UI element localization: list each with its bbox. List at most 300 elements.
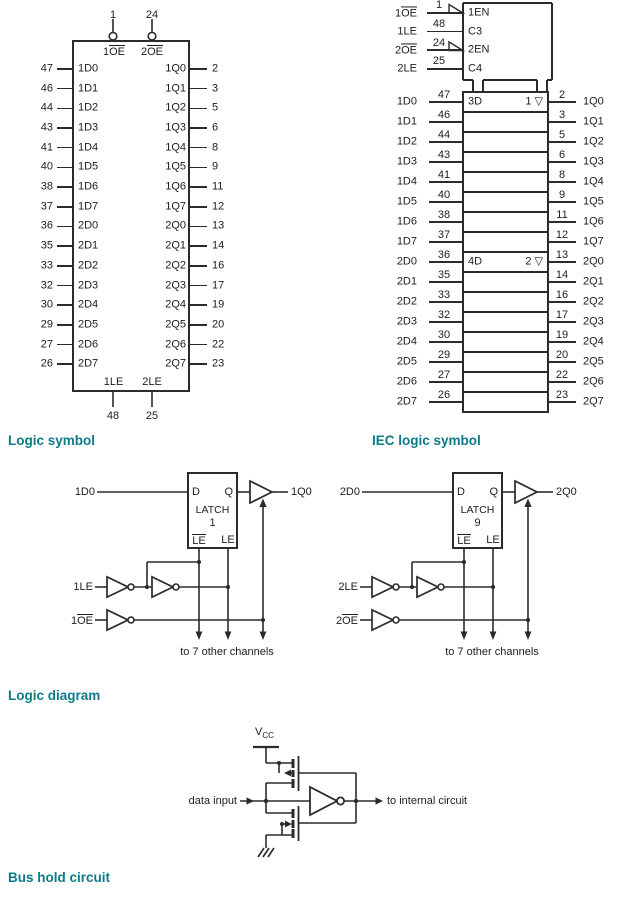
pin-wire xyxy=(57,324,73,326)
pin-label: 1D7 xyxy=(78,200,99,213)
output-wire xyxy=(548,161,576,163)
pin-number: 6 xyxy=(212,121,219,134)
pin-number: 27 xyxy=(40,338,53,351)
output-pin-number: 2 xyxy=(558,88,566,101)
iec-row xyxy=(380,268,634,292)
pin-number: 11 xyxy=(212,180,224,193)
pin-number: 3 xyxy=(212,82,219,95)
ch2-latch-number: 9 xyxy=(474,517,481,529)
output-label: 1Q0 xyxy=(583,95,604,108)
vcc-label xyxy=(255,726,274,741)
input-pin-number: 32 xyxy=(437,308,451,321)
pin-number: 47 xyxy=(40,62,53,75)
ch1-oe-input-label xyxy=(56,614,93,627)
input-label: 1D2 xyxy=(396,135,417,148)
ch2-oe-overbar: OE xyxy=(342,615,358,627)
control-pin-number: 1 xyxy=(435,0,443,12)
pin-number: 17 xyxy=(212,279,225,291)
ch1-latch-word: LATCH xyxy=(195,504,230,516)
pin-number: 38 xyxy=(40,180,53,193)
input-label: 1D7 xyxy=(396,235,417,248)
pin-number: 40 xyxy=(40,160,53,173)
ch2-le-bar-label xyxy=(452,534,476,547)
input-pin-number: 37 xyxy=(437,228,451,241)
input-label: 1D3 xyxy=(396,155,417,168)
pin-number: 32 xyxy=(40,279,53,291)
pin-label: 2Q7 xyxy=(165,357,186,370)
pin-row xyxy=(38,315,143,335)
ch2-latch-word: LATCH xyxy=(460,504,495,516)
output-pin-number: 3 xyxy=(558,108,566,121)
pin-row xyxy=(38,276,143,296)
pin-number: 23 xyxy=(212,357,225,370)
ch1-oe-prefix: 1 xyxy=(70,615,78,627)
input-label: 2D0 xyxy=(396,255,417,268)
pin-label: 1Q6 xyxy=(165,180,186,193)
pin-number: 16 xyxy=(212,259,225,272)
input-wire xyxy=(429,141,463,143)
iec-row xyxy=(380,128,634,152)
output-wire xyxy=(548,281,576,283)
ch1-q-label: Q xyxy=(224,486,233,498)
ch1-d-label: D xyxy=(192,486,200,498)
top-pin-number-24: 24 xyxy=(145,9,159,21)
input-label: 2D3 xyxy=(396,315,417,328)
control-pin-number: 25 xyxy=(432,55,446,68)
pin-wire xyxy=(190,88,207,90)
pin-number: 41 xyxy=(40,141,53,154)
oe2-prefix: 2 xyxy=(140,46,148,58)
pin-row xyxy=(146,59,251,79)
control-inner-label: C3 xyxy=(468,25,483,38)
pin-row xyxy=(38,197,143,217)
input-wire xyxy=(429,341,463,343)
output-label: 2Q3 xyxy=(583,315,604,328)
pin-number: 20 xyxy=(212,318,225,331)
input-pin-number: 33 xyxy=(437,288,451,301)
pin-row xyxy=(146,315,251,335)
control-label xyxy=(380,6,417,19)
iec-symbol-caption: IEC logic symbol xyxy=(372,433,481,448)
ch2-le-label: LE xyxy=(486,534,500,546)
pin-label: 1D5 xyxy=(78,160,99,173)
ch1-note: to 7 other channels xyxy=(180,646,274,658)
output-label: 1Q1 xyxy=(583,115,604,128)
pin-wire xyxy=(190,304,207,306)
pin-label: 2D7 xyxy=(78,357,99,370)
input-pin-number: 46 xyxy=(437,108,451,121)
pin-wire xyxy=(57,167,73,169)
control-label-overbar: OE xyxy=(401,44,417,57)
input-pin-number: 44 xyxy=(437,128,451,141)
pin-row xyxy=(146,354,251,374)
control-inner-label: 2EN xyxy=(468,43,490,56)
ch1-oe-overbar: OE xyxy=(77,615,93,627)
iec-row xyxy=(380,348,634,372)
pin-label: 1Q4 xyxy=(165,141,186,154)
pin-label: 1Q2 xyxy=(165,101,186,114)
control-label-prefix: 2 xyxy=(394,44,402,57)
pin-label: 1Q5 xyxy=(165,160,186,173)
input-label: 2D1 xyxy=(396,275,417,288)
pin-number: 46 xyxy=(40,82,53,95)
input-wire xyxy=(429,121,463,123)
iec-row xyxy=(380,388,634,412)
pin-row xyxy=(38,177,143,197)
output-label: 2Q4 xyxy=(583,335,604,348)
pin-label: 2Q6 xyxy=(165,338,186,351)
input-pin-number: 36 xyxy=(437,248,451,261)
input-wire xyxy=(429,381,463,383)
oe1-prefix: 1 xyxy=(102,46,110,58)
pin-label: 1D6 xyxy=(78,180,99,193)
input-label: 2D4 xyxy=(396,335,417,348)
input-wire xyxy=(429,201,463,203)
control-label-prefix: 2LE xyxy=(397,62,417,75)
pin-wire xyxy=(57,344,73,346)
iec-row xyxy=(380,168,634,192)
input-label: 2D6 xyxy=(396,375,417,388)
input-pin-number: 40 xyxy=(437,188,451,201)
vcc-subscript: CC xyxy=(262,731,274,741)
pin-label: 2D5 xyxy=(78,318,99,331)
ch2-output-label: 2Q0 xyxy=(556,486,577,498)
input-wire xyxy=(429,221,463,223)
cell-left-label: 4D xyxy=(468,255,483,268)
pin-number: 30 xyxy=(40,298,53,311)
bus-hold-linework xyxy=(240,747,383,857)
pin-wire xyxy=(190,265,207,267)
control-label xyxy=(380,26,417,37)
pin-wire xyxy=(190,167,207,169)
output-pin-number: 23 xyxy=(555,388,569,401)
output-wire xyxy=(548,241,576,243)
output-label: 1Q6 xyxy=(583,215,604,228)
pin-row xyxy=(146,256,251,276)
output-pin-number: 19 xyxy=(555,328,569,341)
output-pin-number: 17 xyxy=(555,308,569,321)
output-wire xyxy=(548,221,576,223)
control-label-overbar: OE xyxy=(401,7,417,20)
iec-row xyxy=(380,288,634,312)
pin-wire xyxy=(57,186,73,188)
pin-row xyxy=(146,98,251,118)
pin-wire xyxy=(190,68,207,70)
input-label: 1D5 xyxy=(396,195,417,208)
output-label: 1Q4 xyxy=(583,175,604,188)
pin-wire xyxy=(190,147,207,149)
pin-row xyxy=(146,197,251,217)
output-pin-number: 6 xyxy=(558,148,566,161)
pin-number: 2 xyxy=(212,62,219,75)
pin-row xyxy=(146,335,251,355)
input-pin-number: 41 xyxy=(437,168,451,181)
ch1-output-label: 1Q0 xyxy=(291,486,312,498)
pin-number: 35 xyxy=(40,239,53,252)
oe1-label xyxy=(96,45,132,58)
ch2-q-label: Q xyxy=(489,486,498,498)
output-label: 2Q5 xyxy=(583,355,604,368)
pin-number: 37 xyxy=(40,200,53,213)
output-label: 2Q1 xyxy=(583,275,604,288)
output-pin-number: 5 xyxy=(558,128,566,141)
output-pin-number: 11 xyxy=(556,208,568,221)
pin-row xyxy=(146,79,251,99)
iec-data-rows xyxy=(380,88,634,412)
pin-wire xyxy=(190,226,207,228)
internal-circuit-label: to internal circuit xyxy=(387,795,468,807)
pin-wire xyxy=(190,363,207,365)
ch1-le-bar-text: LE xyxy=(192,535,206,547)
pin-wire xyxy=(57,285,73,287)
output-wire xyxy=(548,301,576,303)
output-wire xyxy=(548,341,576,343)
control-label-prefix: 1LE xyxy=(397,25,417,38)
output-pin-number: 20 xyxy=(555,348,569,361)
output-wire xyxy=(548,121,576,123)
pin-label: 2D2 xyxy=(78,259,99,272)
output-label: 2Q2 xyxy=(583,295,604,308)
input-pin-number: 35 xyxy=(437,268,451,281)
data-input-label: data input xyxy=(188,795,237,807)
control-wire xyxy=(427,31,463,33)
bottom-pin-number-25: 25 xyxy=(145,410,159,422)
ch1-le-input-label: 1LE xyxy=(73,581,93,593)
pin-number: 12 xyxy=(212,200,225,213)
iec-row xyxy=(380,368,634,392)
pin-row xyxy=(146,295,251,315)
iec-row xyxy=(380,308,634,332)
pin-wire xyxy=(190,206,207,208)
control-pin-number: 24 xyxy=(432,36,446,49)
output-label: 2Q6 xyxy=(583,375,604,388)
pin-wire xyxy=(57,304,73,306)
oe1-overbar: OE xyxy=(109,46,126,58)
pin-number: 9 xyxy=(212,160,219,173)
pin-row xyxy=(146,158,251,178)
pin-number: 33 xyxy=(40,259,53,272)
input-pin-number: 43 xyxy=(437,148,451,161)
logic-symbol-output-rows xyxy=(146,59,251,374)
cell-right-label: 1 ▽ xyxy=(525,95,543,108)
bus-hold-caption: Bus hold circuit xyxy=(8,870,111,885)
output-label: 2Q7 xyxy=(583,395,604,408)
pin-label: 1Q7 xyxy=(165,200,186,213)
output-wire xyxy=(548,261,576,263)
top-pin-number-1: 1 xyxy=(109,9,117,21)
input-label: 2D7 xyxy=(396,395,417,408)
output-pin-number: 9 xyxy=(558,188,566,201)
pin-wire xyxy=(57,206,73,208)
pin-label: 1Q3 xyxy=(165,121,186,134)
output-wire xyxy=(548,141,576,143)
input-label: 1D4 xyxy=(396,175,417,188)
pin-number: 43 xyxy=(40,121,53,134)
iec-control-rows xyxy=(380,0,520,79)
iec-row xyxy=(380,148,634,172)
output-pin-number: 13 xyxy=(555,248,569,261)
pin-row xyxy=(38,217,143,237)
pin-row xyxy=(146,118,251,138)
output-pin-number: 8 xyxy=(558,168,566,181)
pin-wire xyxy=(190,324,207,326)
pin-row xyxy=(146,217,251,237)
output-label: 1Q3 xyxy=(583,155,604,168)
iec-row xyxy=(380,328,634,352)
output-wire xyxy=(548,321,576,323)
control-label-prefix: 1 xyxy=(394,7,402,20)
control-inner-label: C4 xyxy=(468,62,483,75)
input-wire xyxy=(429,301,463,303)
input-wire xyxy=(429,181,463,183)
ch2-oe-prefix: 2 xyxy=(335,615,343,627)
pin-wire xyxy=(57,363,73,365)
pin-number: 19 xyxy=(212,298,225,311)
pin-label: 2Q5 xyxy=(165,318,186,331)
pin-label: 1Q0 xyxy=(165,62,186,75)
ch2-le-input-label: 2LE xyxy=(338,581,358,593)
ch1-latch-number: 1 xyxy=(209,517,216,529)
iec-row xyxy=(380,188,634,212)
iec-row xyxy=(380,108,634,132)
pin-wire xyxy=(190,245,207,247)
pin-wire xyxy=(57,226,73,228)
ch1-le-bar-label xyxy=(187,534,211,547)
output-label: 2Q0 xyxy=(583,255,604,268)
pin-number: 44 xyxy=(40,101,53,114)
pin-label: 2Q3 xyxy=(165,279,186,291)
pin-wire xyxy=(57,108,73,110)
le2-label: 2LE xyxy=(142,376,162,388)
pin-label: 2Q2 xyxy=(165,259,186,272)
pin-wire xyxy=(57,245,73,247)
ch2-note: to 7 other channels xyxy=(445,646,539,658)
input-wire xyxy=(429,101,463,103)
le1-label: 1LE xyxy=(103,376,124,388)
pin-label: 2Q4 xyxy=(165,298,186,311)
input-pin-number: 27 xyxy=(437,368,451,381)
output-label: 1Q5 xyxy=(583,195,604,208)
input-pin-number: 30 xyxy=(437,328,451,341)
pin-label: 2D4 xyxy=(78,298,99,311)
pin-wire xyxy=(190,285,207,287)
pin-row xyxy=(38,236,143,256)
pin-row xyxy=(38,256,143,276)
pin-label: 2D0 xyxy=(78,219,99,232)
output-wire xyxy=(548,401,576,403)
input-wire xyxy=(429,261,463,263)
pin-row xyxy=(38,295,143,315)
pin-wire xyxy=(190,186,207,188)
input-wire xyxy=(429,161,463,163)
input-wire xyxy=(429,361,463,363)
pin-row xyxy=(38,354,143,374)
pin-label: 1D4 xyxy=(78,141,99,154)
input-wire xyxy=(429,241,463,243)
pin-row xyxy=(146,276,251,296)
pin-wire xyxy=(57,88,73,90)
pin-wire xyxy=(190,108,207,110)
logic-diagram-caption: Logic diagram xyxy=(8,688,101,703)
output-pin-number: 14 xyxy=(555,268,569,281)
pin-row xyxy=(146,236,251,256)
pin-label: 1D1 xyxy=(78,82,99,95)
output-wire xyxy=(548,201,576,203)
input-pin-number: 47 xyxy=(437,88,451,101)
input-label: 2D5 xyxy=(396,355,417,368)
pin-label: 2Q1 xyxy=(165,239,186,252)
input-label: 1D1 xyxy=(396,115,417,128)
ch2-input-label: 2D0 xyxy=(339,486,360,498)
pin-label: 2D3 xyxy=(78,279,99,291)
input-pin-number: 38 xyxy=(437,208,451,221)
pin-number: 36 xyxy=(40,219,53,232)
control-row xyxy=(380,55,520,79)
input-wire xyxy=(429,321,463,323)
pin-wire xyxy=(190,344,207,346)
pin-row xyxy=(38,138,143,158)
pin-label: 1D2 xyxy=(78,101,99,114)
pin-number: 5 xyxy=(212,101,219,114)
pin-label: 1Q1 xyxy=(165,82,186,95)
logic-symbol-input-rows xyxy=(38,59,143,374)
pin-label: 2D6 xyxy=(78,338,99,351)
pin-label: 2Q0 xyxy=(165,219,186,232)
pin-row xyxy=(38,158,143,178)
input-pin-number: 29 xyxy=(437,348,451,361)
pin-row xyxy=(38,79,143,99)
input-label: 1D6 xyxy=(396,215,417,228)
control-wire xyxy=(427,49,463,51)
logic-symbol-caption: Logic symbol xyxy=(8,433,96,448)
pin-wire xyxy=(57,127,73,129)
pin-number: 8 xyxy=(212,141,219,154)
output-wire xyxy=(548,361,576,363)
input-label: 2D2 xyxy=(396,295,417,308)
control-inner-label: 1EN xyxy=(468,6,490,19)
oe2-overbar: OE xyxy=(147,46,164,58)
output-label: 1Q2 xyxy=(583,135,604,148)
pin-number: 26 xyxy=(40,357,53,370)
ch1-input-label: 1D0 xyxy=(74,486,95,498)
pin-label: 1D3 xyxy=(78,121,99,134)
pin-number: 14 xyxy=(212,239,225,252)
output-wire xyxy=(548,181,576,183)
pin-row xyxy=(38,118,143,138)
output-pin-number: 12 xyxy=(555,228,569,241)
cell-right-label: 2 ▽ xyxy=(525,255,543,268)
pin-number: 22 xyxy=(212,338,225,351)
output-pin-number: 22 xyxy=(555,368,569,381)
bottom-pin-number-48: 48 xyxy=(106,410,120,422)
iec-row xyxy=(380,248,634,272)
vcc-letter: V xyxy=(255,726,263,738)
pin-number: 29 xyxy=(40,318,53,331)
ch1-le-label: LE xyxy=(221,534,235,546)
pin-number: 13 xyxy=(212,219,225,232)
pin-row xyxy=(38,98,143,118)
output-pin-number: 16 xyxy=(555,288,569,301)
control-pin-number: 48 xyxy=(432,18,446,31)
pin-label: 1D0 xyxy=(78,62,99,75)
input-label: 1D0 xyxy=(396,95,417,108)
control-wire xyxy=(427,12,463,14)
pin-wire xyxy=(57,147,73,149)
cell-left-label: 3D xyxy=(468,95,483,108)
ch2-d-label: D xyxy=(457,486,465,498)
input-wire xyxy=(429,401,463,403)
oe2-label xyxy=(134,45,170,58)
